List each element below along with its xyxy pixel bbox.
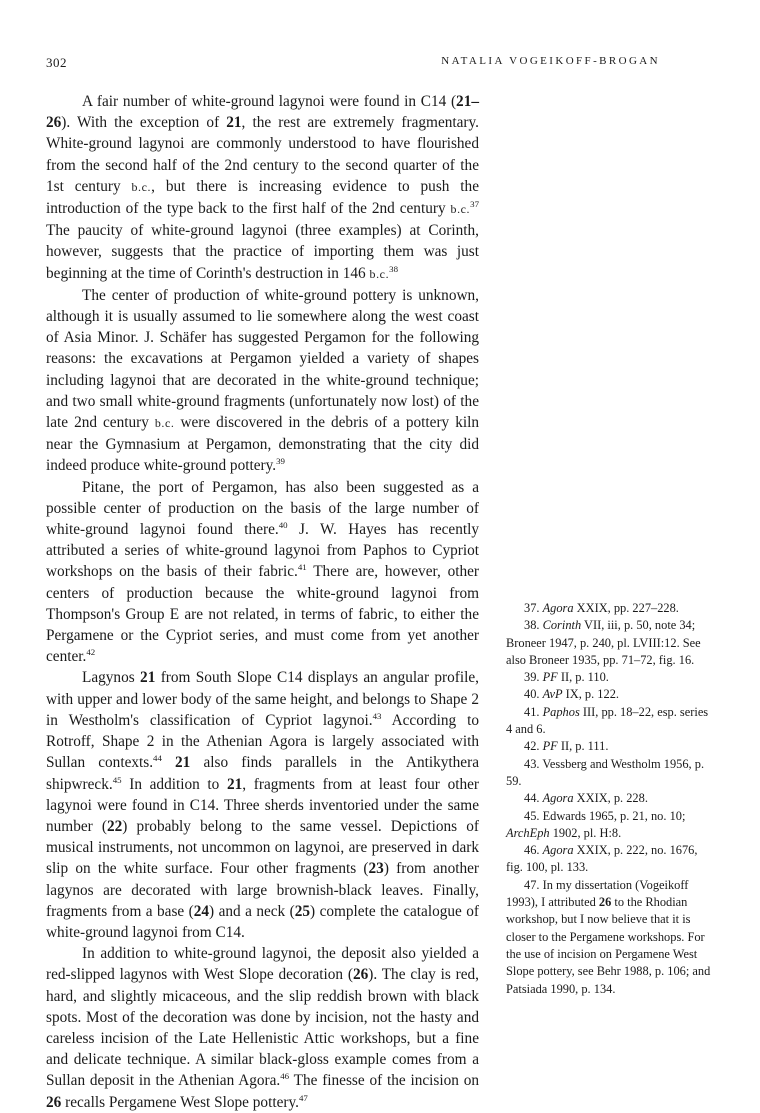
footnote-ref[interactable]: 45 [112,774,122,785]
footnote-ref[interactable]: 40 [278,519,288,530]
footnote-37: 37. Agora XXIX, pp. 227–228. [524,601,679,615]
footnote-42: 42. PF II, p. 111. [524,739,609,754]
footnote-44: 44. Agora XXIX, p. 228. [524,791,648,806]
footnote-46: 46. Agora XXIX, p. 222, no. 1676, fig. 100, pl. 133. [506,843,698,875]
page-header [46,55,660,75]
main-text [46,91,479,1113]
running-head: NATALIA VOGEIKOFF-BROGAN [441,55,660,67]
paragraph-5: In addition to white-ground lagynoi, the deposit also yielded a red-slipped lagynos with West Slope decoration (26). The clay is red, hard, and slightly micaceous, and the slip reddish brown with black spots. Most of the decoration was done by incision, not the hasty and careless incision of the Late Hellenistic Attic workshops, but a fine and delicate technique. A similar black-gloss example comes from a Sullan deposit in the Athenian Agora.$^{46}$ The finesse of the incision on 26 recalls Pergamene West Slope pottery.$^{47}$ [46,945,479,1111]
footnote-ref[interactable]: 44 [153,753,162,764]
footnote-45: 45. Edwards 1965, p. 21, no. 10; ArchEph 1902, pl. H:8. [506,808,686,840]
paragraph-3: Pitane, the port of Pergamon, has also been suggested as a possible center of production on the basis of the large number of white-ground lagynoi found there.$^{40}$ J. W. Hayes has recently attributed a series of white-ground lagynoi from Paphos to Cypriot workshops on the basis of their fabric.$^{41}$ There are, however, other centers of production because the white-ground lagynoi from Thompson's Group E are not related, in terms of fabric, to either the Pergamene or the Cypriot series, and must come from yet another center.$^{42}$ [46,478,480,666]
footnote-ref[interactable]: 37 [470,198,479,209]
footnote-38: 38. Corinth VII, iii, p. 50, note 34; Broneer 1947, p. 240, pl. LVIII:12. See also Broneer 1935, pp. 71–72, fig. 16. [506,618,701,667]
footnote-39: 39. PF II, p. 110. [524,670,609,685]
footnotes [506,600,714,998]
paragraph-1: A fair number of white-ground lagynoi were found in C14 (21–26). With the exception of 21, the rest are extremely fragmentary. White-ground lagynoi are commonly understood to have flourished from the second half of the 2nd century to the second quarter of the 1st century b.c., but there is increasing evidence to push the introduction of the type back to the first half of the 2nd century b.c.$^{37}$ The paucity of white-ground lagynoi (three examples) at Corinth, however, suggests that the practice of importing them was just beginning at the time of Corinth's destruction in 146 b.c.$^{38}$ [46,93,479,282]
footnote-ref[interactable]: 38 [389,263,399,274]
footnote-ref[interactable]: 43 [372,710,382,721]
footnote-43: 43. Vessberg and Westholm 1956, p. 59. [506,756,705,788]
footnote-ref[interactable]: 39 [276,456,285,467]
paragraph-4: Lagynos 21 from South Slope C14 displays an angular profile, with upper and lower body of the same height, and belongs to Shape 2 in Westholm's classification of Cypriot lagynoi.$^{43}$ According to Rotroff, Shape 2 in the Athenian Agora is largely associated with Sullan contexts.$^{44}$ 21 also finds parallels in the Antikythera shipwreck.$^{45}$ In addition to 21, fragments from at least four other lagynoi were found in C14. Three sherds inventoried under the same number (22) probably belong to the same vessel. Depictions of musical instruments, not uncommon on lagynoi, are preserved in dark slip on the white surface. Four other fragments (23) from another lagynos are decorated with large brownish-black leaves. Finally, fragments from a base (24) and a neck (25) complete the catalogue of white-ground lagynoi from C14. [46,669,479,941]
footnote-ref[interactable]: 46 [280,1071,290,1082]
footnote-ref[interactable]: 47 [298,1092,308,1103]
footnote-ref[interactable]: 41 [297,562,307,573]
footnote-41: 41. Paphos III, pp. 18–22, esp. series 4 and 6. [506,704,709,737]
footnote-47: 47. In my dissertation (Vogeikoff 1993), I attributed 26 to the Rhodian workshop, but I now believe that it is closer to the Pergamene workshops. For the use of incision on Pergamene West Slope pottery, see Behr 1988, p. 106; and Patsiada 1990, p. 134. [506,877,711,996]
page-number: 302 [46,55,67,70]
paragraph-2: The center of production of white-ground pottery is unknown, although it is usually assumed to lie somewhere along the west coast of Asia Minor. J. Schäfer has suggested Pergamon for the following reasons: the excavations at Pergamon yielded a variety of shapes including lagynoi that are decorated in the white-ground technique; and two small white-ground fragments (unfortunately now lost) of the late 2nd century b.c. were discovered in the debris of a pottery kiln near the Gymnasium at Pergamon, demonstrating that the city did indeed produce white-ground pottery.$^{39}$ [46,286,479,475]
footnote-ref[interactable]: 42 [86,647,96,658]
footnote-40: 40. AvP IX, p. 122. [524,687,619,702]
